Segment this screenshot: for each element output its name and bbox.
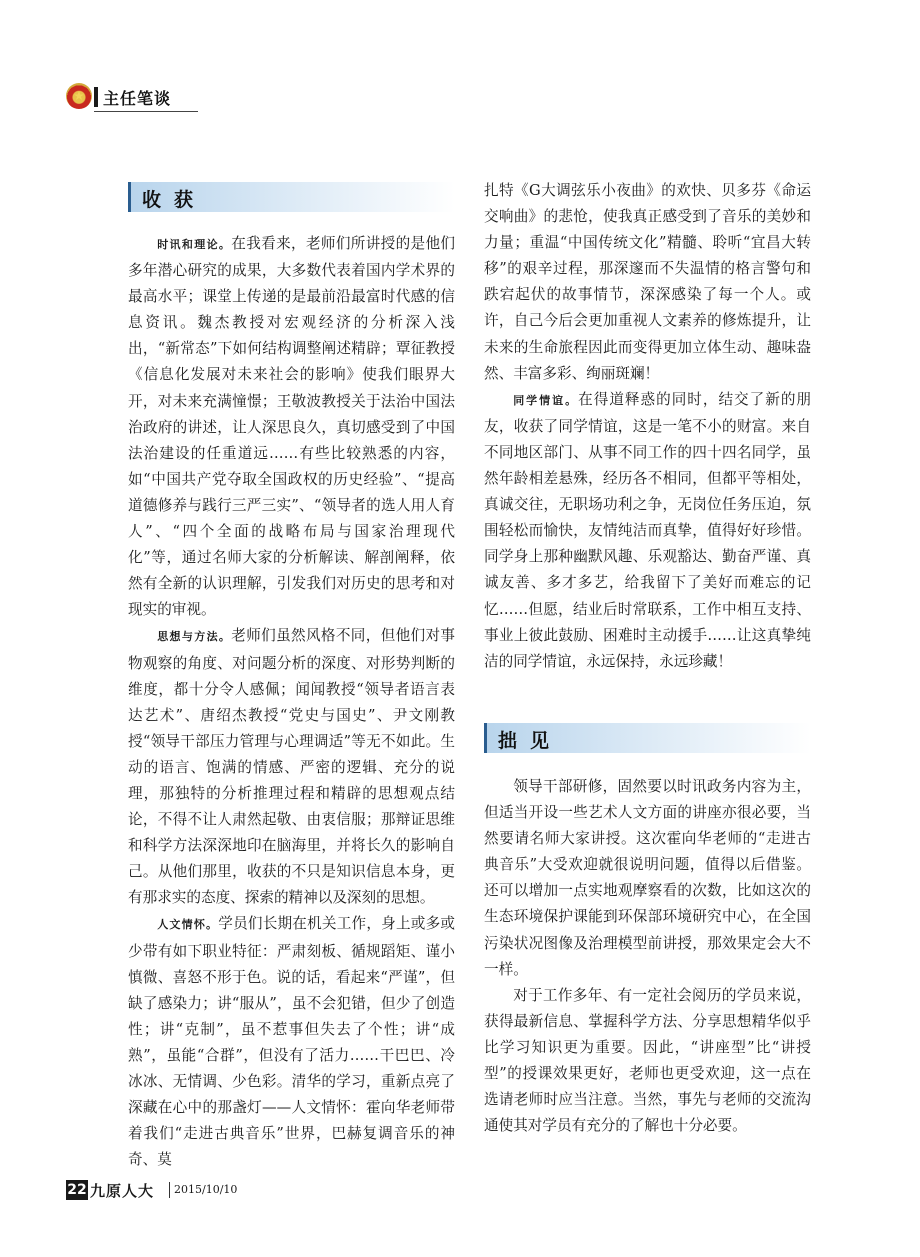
paragraph-body: 老师们虽然风格不同，但他们对事物观察的角度、对问题分析的深度、对形势判断的维度，都十分令人感佩；闻闻教授“领导者语言表达艺术”、唐绍杰教授“党史与国史”、尹文刚教授“领导干部压力管理与心理调适”等无不如此。生动的语言、饱满的情感、严密的逻辑、充分的说理，那独特的分析推理过程和精辟的思想观点结论，不得不让人肃然起敬、由衷信服；那辩证思维和科学方法深深地印在脑海里，并将长久的影响自己。从他们那里，收获的不只是知识信息本身，更有那求实的态度、探索的精神以及深刻的思想。	[128, 627, 455, 907]
paragraph-lead: 同学情谊。	[513, 393, 579, 407]
section-title: 拙见	[498, 730, 563, 752]
paragraph-continued	[484, 178, 811, 387]
article-text-right	[484, 178, 811, 675]
paragraph-lead: 思想与方法。	[157, 630, 232, 644]
paragraph	[128, 231, 455, 623]
paragraph	[128, 911, 455, 1173]
section-heading-harvest	[128, 182, 455, 212]
paragraph-body: 在得道释惑的同时，结交了新的朋友，收获了同学情谊，这是一笔不小的财富。来自不同地区部门、从事不同工作的四十四名同学，虽然年龄相差悬殊，经历各不相同，但都平等相处，真诚交往，无职场功利之争，无岗位任务压迫，氛围轻松而愉快，友情纯洁而真挚，值得好好珍惜。同学身上那种幽默风趣、乐观豁达、勤奋严谨、真诚友善、多才多艺，给我留下了美好而难忘的记忆……但愿，结业后时常联系，工作中相互支持、事业上彼此鼓励、困难时主动援手……让这真挚纯洁的同学情谊，永远保持，永远珍藏！	[484, 390, 811, 670]
header-accent-bar	[94, 87, 98, 107]
publication-name: 九原人大	[90, 1182, 155, 1200]
footer-divider	[169, 1182, 170, 1198]
column-title: 主任笔谈	[103, 89, 172, 108]
section-heading-opinion	[484, 723, 811, 753]
paragraph-body: 扎特《G大调弦乐小夜曲》的欢快、贝多芬《命运交响曲》的悲怆，使我真正感受到了音乐的美妙和力量；重温“中国传统文化”精髓、聆听“宜昌大转移”的艰辛过程，那深邃而不失温情的格言警句和跌宕起伏的故事情节，深深感染了每一个人。或许，自己今后会更加重视人文素养的修炼提升，让未来的生命旅程因此而变得更加立体生动、趣味盎然、丰富多彩、绚丽斑斓！	[484, 182, 811, 382]
section-title: 收获	[142, 189, 207, 211]
paragraph	[128, 623, 455, 911]
paragraph-body: 学员们长期在机关工作，身上或多或少带有如下职业特征：严肃刻板、循规蹈矩、谨小慎微、喜怒不形于色。说的话，看起来“严谨”，但缺了感染力；讲“服从”，虽不会犯错，但少了创造性；讲“克制”，虽不惹事但失去了个性；讲“成熟”，虽能“合群”，但没有了活力……干巴巴、冷冰冰、无情调、少色彩。清华的学习，重新点亮了深藏在心中的那盏灯——人文情怀：霍向华老师带着我们“走进古典音乐”世界，巴赫复调音乐的神奇、莫	[128, 915, 455, 1169]
national-emblem-icon	[66, 83, 92, 109]
page-number: 22	[67, 1182, 87, 1198]
paragraph: 对于工作多年、有一定社会阅历的学员来说，获得最新信息、掌握科学方法、分享思想精华似乎比学习知识更为重要。因此，“讲座型”比“讲授型”的授课效果更好，老师也更受欢迎，这一点在选请老师时应当注意。当然，事先与老师的交流沟通使其对学员有充分的了解也十分必要。	[484, 986, 811, 1135]
article-text-opinion	[484, 774, 811, 1139]
issue-date: 2015/10/10	[174, 1183, 238, 1196]
paragraph-lead: 人文情怀。	[157, 918, 219, 932]
paragraph: 领导干部研修，固然要以时讯政务内容为主，但适当开设一些艺术人文方面的讲座亦很必要，当然要请名师大家讲授。这次霍向华老师的“走进古典音乐”大受欢迎就很说明问题，值得以后借鉴。还可以增加一点实地观摩察看的次数，比如这次的生态环境保护课能到环保部环境研究中心，在全国污染状况图像及治理模型前讲授，那效果定会大不一样。	[484, 778, 811, 978]
page-header	[66, 83, 198, 113]
paragraph-body: 在我看来，老师们所讲授的是他们多年潜心研究的成果，大多数代表着国内学术界的最高水平；课堂上传递的是最前沿最富时代感的信息资讯。魏杰教授对宏观经济的分析深入浅出，“新常态”下如何结构调整阐述精辟；覃征教授《信息化发展对未来社会的影响》使我们眼界大开，对未来充满憧憬；王敬波教授关于法治中国法治政府的讲述，让人深思良久，真切感受到了中国法治建设的任重道远……有些比较熟悉的内容，如“中国共产党夺取全国政权的历史经验”、“提高道德修养与践行三严三实”、“领导者的选人用人育人”、“四个全面的战略布局与国家治理现代化”等，通过名师大家的分析解读、解剖阐释，依然有全新的认识理解，引发我们对历史的思考和对现实的审视。	[128, 235, 455, 619]
header-rule	[94, 111, 198, 112]
paragraph-lead: 时讯和理论。	[157, 238, 232, 251]
article-text-left	[128, 231, 455, 1173]
paragraph	[484, 387, 811, 675]
